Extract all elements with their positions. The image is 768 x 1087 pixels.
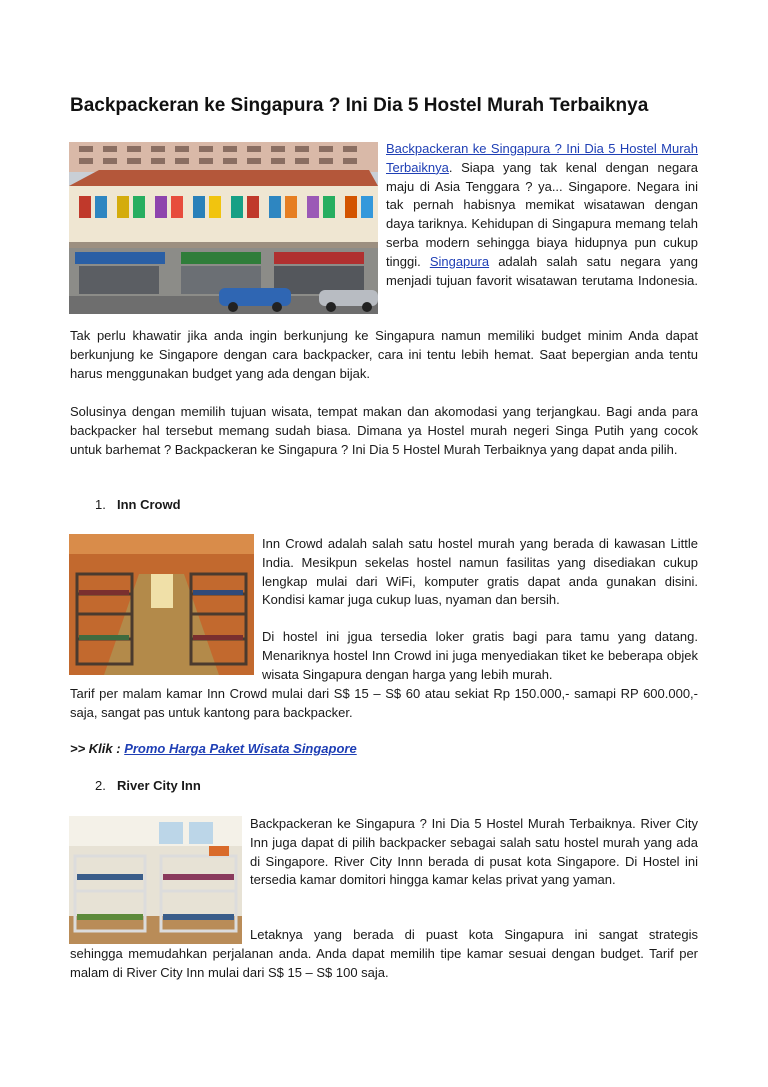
singapura-link[interactable]: Singapura — [429, 253, 490, 269]
hostel-1-name: Inn Crowd — [117, 497, 181, 512]
hostel-1-paragraph-2: Di hostel ini jgua tersedia loker gratis bagi para tamu yang datang. Menariknya hostel Inn Crowd ini juga menyediakan tiket ke beberapa objek wisata Singapura dengan harga yang lebih murah. — [262, 629, 698, 682]
hostel-2-paragraph-3: sehingga memudahkan perjalanan anda. Anda dapat memilih tipe kamar sesuai dengan budget. Tarif per malam di River City Inn mulai dari S$ 15 – S$ 100 saja. — [70, 946, 698, 980]
intro-text-1: . Siapa yang tak kenal dengan negara maju di Asia Tenggara ? ya... Singapore. Negara ini tak pernah habisnya memikat wisatawan dengan daya tariknya. Kehidupan di Singapura memang telah serba modern sehingga biaya hidupnya pun cukup tinggi. — [386, 159, 698, 269]
intro-title-link[interactable]: Backpackeran ke Singapura ? Ini Dia 5 Hostel Murah Terbaiknya — [386, 141, 698, 175]
intro-text-2: adalah salah satu negara yang menjadi tujuan favorit wisatawan terutama Indonesia. — [386, 253, 698, 288]
paragraph-budget: Tak perlu khawatir jika anda ingin berkunjung ke Singapura namun memiliki budget minim Anda dapat berkunjung ke Singapore dengan cara backpacker, cara ini tentu lebih hemat. Saat bepergian anda tentu harus menggunakan budget yang ada dengan bijak. — [70, 328, 698, 381]
paragraph-solusi: Solusinya dengan memilih tujuan wisata, tempat makan dan akomodasi yang terjangkau. Bagi anda para backpacker hal tersebut memang sudah biasa. Dimana ya Hostel murah negeri Singa Putih yang cocok untuk barhemat ? Backpackeran ke Singapura ? Ini Dia 5 Hostel Murah Terbaiknya yang dapat anda pilih. — [70, 404, 698, 457]
hostel-1-heading — [95, 497, 181, 512]
hostel-1-number: 1. — [95, 497, 106, 512]
singapore-shophouse-photo — [69, 142, 378, 314]
hostel-1-paragraph-1: Inn Crowd adalah salah satu hostel murah yang berada di kawasan Little India. Mesikpun sekelas hostel namun fasilitas yang disediakan cukup lengkap mulai dari WiFi, komputer gratis dapat anda gunakan disini. Kondisi kamar juga cukup luas, nyaman dan bersih. — [262, 536, 698, 608]
hostel-2-paragraph-2: Letaknya yang berada di puast kota Singapura ini sangat strategis — [250, 927, 698, 942]
hostel-2-number: 2. — [95, 778, 106, 793]
hostel-2-name: River City Inn — [117, 778, 201, 793]
promo-klik-line — [70, 741, 357, 756]
promo-paket-link[interactable]: Promo Harga Paket Wisata Singapore — [124, 741, 357, 756]
hostel-1-paragraph-3: Tarif per malam kamar Inn Crowd mulai dari S$ 15 – S$ 60 atau sekiat Rp 150.000,- samapi RP 600.000,- saja, sangat pas untuk kantong para backpacker. — [70, 686, 698, 720]
river-city-inn-dorm-photo — [69, 816, 242, 944]
hostel-2-paragraph-1: Backpackeran ke Singapura ? Ini Dia 5 Hostel Murah Terbaiknya. River City Inn juga dapat di pilih backpacker sebagai salah satu hostel murah yang ada di Singapore. River City Innn berada di pusat kota Singapore. Di Hostel ini tersedia kamar domitori hingga kamar kelas privat yang yaman. — [250, 816, 698, 888]
inn-crowd-dorm-photo — [69, 534, 254, 675]
hostel-2-heading — [95, 778, 201, 793]
page-title: Backpackeran ke Singapura ? Ini Dia 5 Hostel Murah Terbaiknya — [70, 95, 649, 116]
klik-prefix: >> Klik : — [70, 741, 125, 756]
intro-paragraph — [386, 140, 698, 290]
